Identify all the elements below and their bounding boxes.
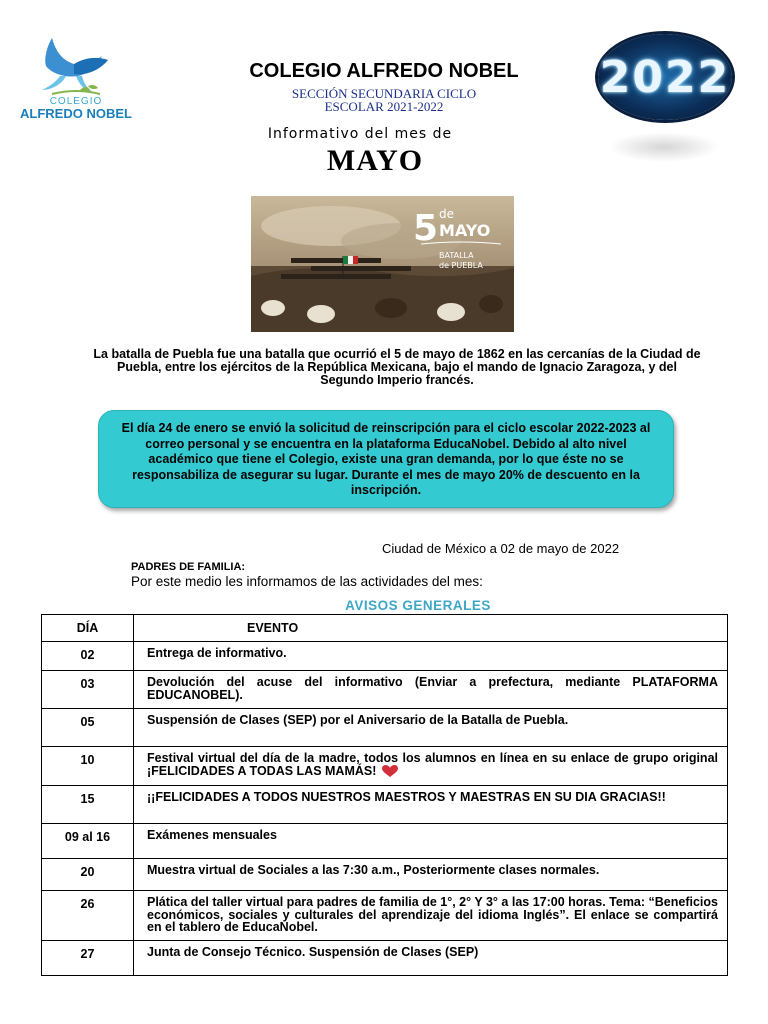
header-day: DÍA [42,615,134,642]
row-day: 05 [42,709,134,747]
events-table [41,614,728,976]
banner-number: 5 [413,208,439,249]
banner-puebla: de PUEBLA [439,261,483,270]
reinscription-notice [98,410,674,508]
row-day: 15 [42,786,134,824]
table-row [42,859,728,891]
section-line-2: ESCOLAR 2021-2022 [324,99,444,114]
section-line-1: SECCIÓN SECUNDARIA CICLO [291,86,477,101]
table-row [42,941,728,976]
row-event: Suspensión de Clases (SEP) por el Aniversario de la Batalla de Puebla. [134,709,728,747]
logo-text-colegio: COLEGIO [49,96,103,107]
table-row [42,642,728,671]
row-event-with-heart [134,747,728,786]
banner-batalla: BATALLA [439,251,474,260]
row-event: Festival virtual del día de la madre, todos los alumnos en línea en su enlace de grupo original ¡FELICIDADES A TODAS LAS MAMÁS! [147,751,718,778]
info-title: Informativo del mes de [267,126,453,142]
school-name: COLEGIO ALFREDO NOBEL [249,60,519,82]
row-day: 09 al 16 [42,824,134,859]
row-event: Muestra virtual de Sociales a las 7:30 a.m., Posteriormente clases normales. [134,859,728,891]
row-event: Entrega de informativo. [134,642,728,671]
parents-text: Por este medio les informamos de las actividades del mes: [131,574,483,589]
banner-mayo: MAYO [439,221,491,240]
row-day: 26 [42,891,134,941]
intro-paragraph: La batalla de Puebla fue una batalla que ocurrió el 5 de mayo de 1862 en las cercanías de la Ciudad de Puebla, entre los ejércitos de la República Mexicana, bajo el mando de Ignacio Zaragoza, y del Segundo Imperio francés. [93,347,701,387]
table-row [42,786,728,824]
header-event: EVENTO [134,615,728,642]
table-row [42,671,728,709]
avisos-title: AVISOS GENERALES [345,598,491,613]
table-header-row [42,615,728,642]
row-event: Devolución del acuse del informativo (Enviar a prefectura, mediante PLATAFORMA EDUCANOBEL). [134,671,728,709]
table-row [42,747,728,786]
row-day: 02 [42,642,134,671]
parents-label: PADRES DE FAMILIA: [131,561,246,573]
date-line: Ciudad de México a 02 de mayo de 2022 [382,541,620,556]
table-row [42,709,728,747]
table-row [42,891,728,941]
row-event: ¡¡FELICIDADES A TODOS NUESTROS MAESTROS Y MAESTRAS EN SU DIA GRACIAS!! [134,786,728,824]
heart-icon [382,765,398,778]
battle-of-puebla-banner [251,196,514,332]
row-event: Junta de Consejo Técnico. Suspensión de Clases (SEP) [134,941,728,976]
row-day: 03 [42,671,134,709]
row-day: 27 [42,941,134,976]
table-row [42,824,728,859]
row-event: Exámenes mensuales [134,824,728,859]
row-day: 20 [42,859,134,891]
year-badge-text: 2022 [599,51,731,103]
month-title: MAYO [326,144,424,177]
row-day: 10 [42,747,134,786]
logo-text-alfredo-nobel: ALFREDO NOBEL [20,106,132,121]
banner-de: de [439,207,454,221]
row-event: Plática del taller virtual para padres de familia de 1°, 2° Y 3° a las 17:00 horas. Tema: “Beneficios económicos, sociales y culturales del aprendizaje del idioma Inglés”. El enlace se compartirá en el tablero de EducaNobel. [134,891,728,941]
notice-text: El día 24 de enero se envió la solicitud de reinscripción para el ciclo escolar 2022-2023 al correo personal y se encuentra en la plataforma EducaNobel. Debido al alto nivel académico que tiene el Colegio, existe una gran demanda, por lo que éste no se responsabiliza de asegurar su lugar. Durante el mes de mayo 20% de descuento en la inscripción. [121,421,651,497]
